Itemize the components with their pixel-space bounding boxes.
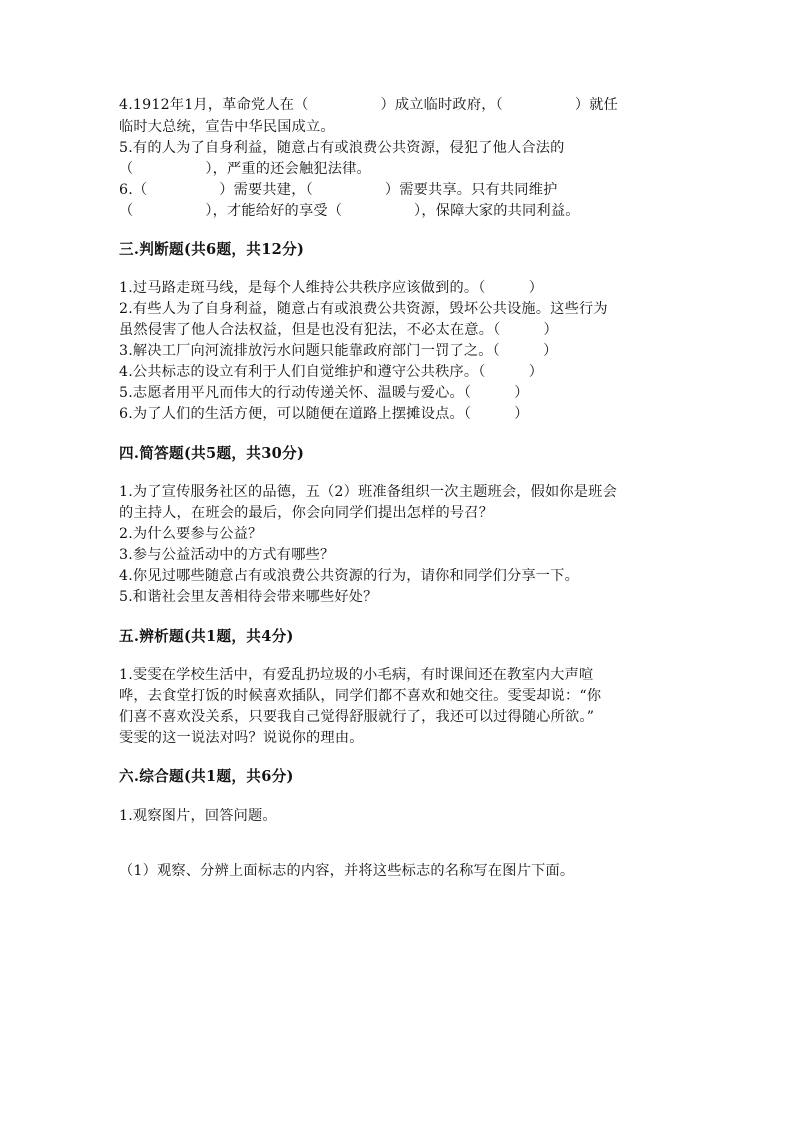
judgement-q5: 5.志愿者用平凡而伟大的行动传递关怀、温暖与爱心。（ ） [119, 385, 529, 401]
analysis-q1-line4: 雯雯的这一说法对吗？说说你的理由。 [119, 730, 364, 746]
judgement-q6: 6.为了人们的生活方便，可以随便在道路上摆摊设点。（ ） [119, 406, 529, 422]
short-answer-q1-line1: 1.为了宣传服务社区的品德，五（2）班准备组织一次主题班会，假如你是班会 [119, 484, 617, 500]
judgement-q1: 1.过马路走斑马线，是每个人维持公共秩序应该做到的。（ ） [119, 280, 544, 296]
section-heading-comprehensive: 六.综合题(共1题，共6分) [119, 768, 294, 785]
fill-in-q6-line1: 6.（ ）需要共建，（ ）需要共享。只有共同维护 [119, 182, 558, 198]
fill-in-q6-line2: （ ），才能给好的享受（ ），保障大家的共同利益。 [119, 203, 580, 219]
short-answer-q4: 4.你见过哪些随意占有或浪费公共资源的行为，请你和同学们分享一下。 [119, 568, 579, 584]
fill-in-q5-line2: （ ），严重的还会触犯法律。 [119, 161, 371, 177]
comprehensive-q1-sub1: （1）观察、分辨上面标志的内容，并将这些标志的名称写在图片下面。 [119, 863, 575, 879]
short-answer-q2: 2.为什么要参与公益？ [119, 526, 263, 542]
section-heading-short-answer: 四.简答题(共5题，共30分) [119, 445, 305, 462]
judgement-q3: 3.解决工厂向河流排放污水问题只能靠政府部门一罚了之。（ ） [119, 343, 558, 359]
short-answer-q3: 3.参与公益活动中的方式有哪些？ [119, 547, 335, 563]
fill-in-q4-line1: 4.1912年1月，革命党人在（ ）成立临时政府，（ ）就任 [119, 97, 618, 113]
short-answer-q1-line2: 的主持人，在班会的最后，你会向同学们提出怎样的号召？ [119, 505, 494, 521]
short-answer-q5: 5.和谐社会里友善相待会带来哪些好处？ [119, 589, 378, 605]
fill-in-q4-line2: 临时大总统，宣告中华民国成立。 [119, 119, 335, 135]
section-heading-judgement: 三.判断题(共6题，共12分) [119, 241, 305, 258]
judgement-q2-line2: 虽然侵害了他人合法权益，但是也没有犯法，不必太在意。（ ） [119, 322, 558, 338]
analysis-q1-line2: 哗，去食堂打饭的时候喜欢插队，同学们都不喜欢和她交往。雯雯却说：“你 [119, 688, 602, 704]
section-heading-analysis: 五.辨析题(共1题，共4分) [119, 628, 294, 645]
fill-in-q5-line1: 5.有的人为了自身利益，随意占有或浪费公共资源，侵犯了他人合法的 [119, 140, 565, 156]
analysis-q1-line3: 们喜不喜欢没关系，只要我自己觉得舒服就行了，我还可以过得随心所欲。” [119, 709, 595, 725]
judgement-q2-line1: 2.有些人为了自身利益，随意占有或浪费公共资源，毁坏公共设施。这些行为 [119, 301, 608, 317]
comprehensive-q1: 1.观察图片，回答问题。 [119, 808, 277, 824]
judgement-q4: 4.公共标志的设立有利于人们自觉维护和遵守公共秩序。（ ） [119, 364, 544, 380]
analysis-q1-line1: 1.雯雯在学校生活中，有爱乱扔垃圾的小毛病，有时课间还在教室内大声喧 [119, 667, 594, 683]
